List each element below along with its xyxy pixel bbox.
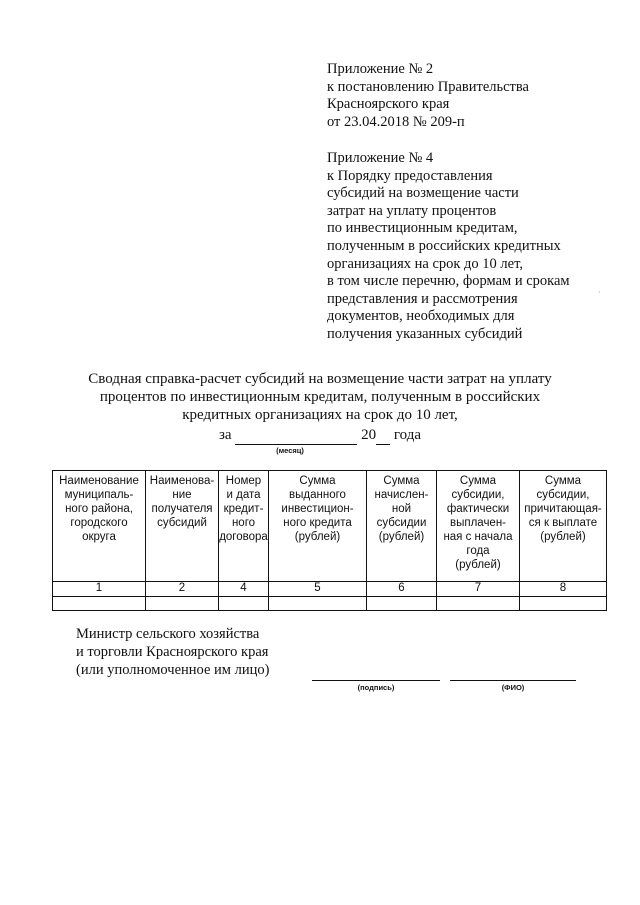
year-prefix: 20: [361, 427, 377, 443]
fio-line[interactable]: [450, 680, 576, 681]
appendix-4-line: затрат на уплату процентов: [327, 202, 497, 219]
signatory-line: (или уполномоченное им лицо): [76, 662, 270, 678]
table-cell[interactable]: [53, 597, 146, 611]
column-header-text: Номер и дата кредит- ного договора: [219, 475, 268, 543]
fio-caption: (ФИО): [501, 683, 525, 692]
column-number: 5: [269, 582, 367, 597]
table-row: [53, 597, 607, 611]
column-header-text: Сумма субсидии, причитающая- ся к выплате (рублей): [524, 475, 602, 543]
table-cell[interactable]: [269, 597, 367, 611]
appendix-2-line: Красноярского края: [327, 96, 450, 113]
signature-line[interactable]: [312, 680, 440, 681]
appendix-4-header: [327, 150, 570, 344]
title-line: Сводная справка-расчет субсидий на возмещение части затрат на уплату: [88, 371, 552, 387]
period-line: [70, 426, 570, 445]
appendix-2-header: [327, 61, 529, 131]
column-header: [53, 471, 146, 582]
column-header-text: Наименование муниципаль- ного района, городского округа: [59, 475, 139, 543]
appendix-4-line: к Порядку предоставления: [327, 167, 493, 184]
appendix-4-line: Приложение № 4: [327, 150, 434, 166]
column-number: 8: [520, 582, 607, 597]
appendix-4-line: полученным в российских кредитных: [327, 237, 561, 254]
column-header-text: Сумма начислен- ной субсидии (рублей): [374, 475, 429, 543]
column-number: 7: [437, 582, 520, 597]
signature-caption: (подпись): [357, 683, 395, 692]
appendix-2-line: Приложение № 2: [327, 61, 434, 77]
appendix-4-line: получения указанных субсидий: [327, 325, 523, 342]
period-suffix: года: [393, 427, 421, 443]
appendix-2-line: от 23.04.2018 № 209-п: [327, 113, 465, 130]
document-title: [70, 370, 570, 424]
column-header: [520, 471, 607, 582]
month-blank[interactable]: [235, 426, 357, 445]
column-header-text: Сумма выданного инвестицион- ного кредита (рублей): [281, 475, 354, 543]
column-header-text: Наименова- ние получателя субсидий: [149, 475, 215, 529]
column-number: 4: [219, 582, 269, 597]
appendix-4-line: документов, необходимых для: [327, 308, 515, 325]
table-cell[interactable]: [219, 597, 269, 611]
appendix-4-line: в том числе перечню, формам и срокам: [327, 273, 570, 290]
table-header-row: [53, 471, 607, 582]
table-cell[interactable]: [437, 597, 520, 611]
signatory-line: и торговли Красноярского края: [76, 644, 269, 660]
scan-artifact: ·: [598, 288, 601, 297]
title-line: кредитных организациях на срок до 10 лет,: [182, 407, 458, 423]
appendix-4-line: организациях на срок до 10 лет,: [327, 255, 523, 272]
column-number: 2: [146, 582, 219, 597]
title-line: процентов по инвестиционным кредитам, полученным в российских: [99, 389, 541, 405]
table-cell[interactable]: [367, 597, 437, 611]
column-header: [437, 471, 520, 582]
appendix-4-line: представления и рассмотрения: [327, 290, 518, 307]
column-header: [367, 471, 437, 582]
appendix-4-line: по инвестиционным кредитам,: [327, 220, 518, 237]
table-cell[interactable]: [520, 597, 607, 611]
column-header: [146, 471, 219, 582]
year-blank[interactable]: [376, 426, 390, 445]
column-number-row: [53, 582, 607, 597]
month-caption: (месяц): [276, 446, 304, 455]
signatory-label: [76, 625, 269, 679]
column-number: 1: [53, 582, 146, 597]
period-prefix: за: [219, 427, 232, 443]
column-header: [269, 471, 367, 582]
column-header: [219, 471, 269, 582]
appendix-2-line: к постановлению Правительства: [327, 78, 529, 95]
column-number: 6: [367, 582, 437, 597]
signatory-line: Министр сельского хозяйства: [76, 626, 260, 642]
appendix-4-line: субсидий на возмещение части: [327, 185, 519, 202]
table-cell[interactable]: [146, 597, 219, 611]
column-header-text: Сумма субсидии, фактически выплачен- ная с начала года (рублей): [443, 475, 513, 571]
summary-table: [52, 470, 607, 611]
